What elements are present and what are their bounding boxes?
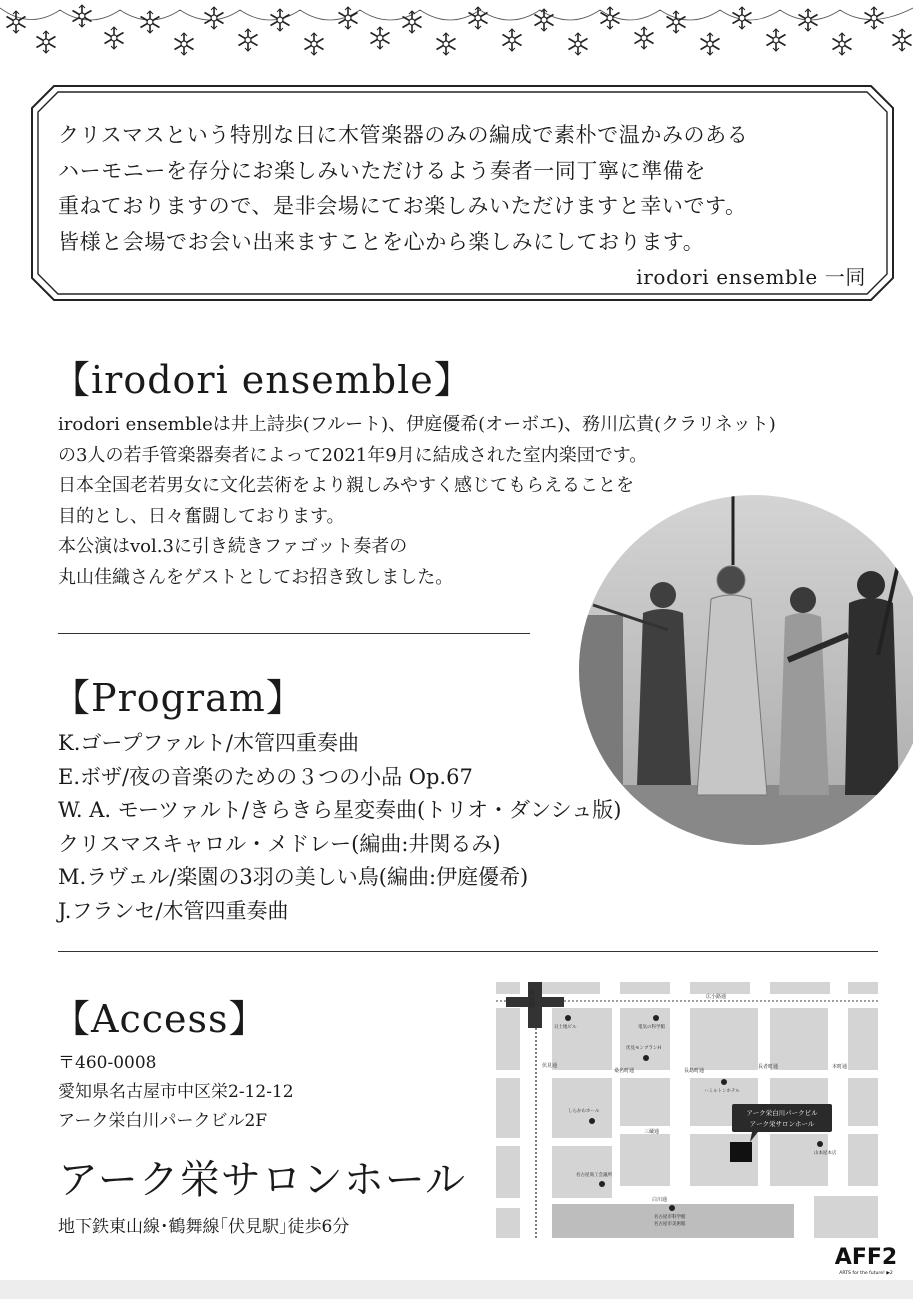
access-heading: 【Access】: [52, 997, 268, 1041]
landmark-label: 日土地ビル: [554, 1025, 577, 1030]
street-label: 三蔵通: [644, 1129, 660, 1135]
description-line: 本公演はvol.3に引き続きファゴット奏者の: [58, 536, 408, 558]
landmark-label: 名古屋市美術館: [654, 1222, 686, 1227]
section-divider: [58, 951, 878, 952]
message-signature: irodori ensemble 一同: [636, 265, 866, 289]
street-label: 伏見通: [542, 1063, 558, 1069]
venue-marker: [730, 1142, 752, 1162]
logo-tagline: ARTS for the future! ▶2: [839, 1271, 893, 1276]
snowflake-garland: [0, 0, 913, 70]
description-line: 丸山佳織さんをゲストとしてお招き致しました。: [58, 566, 454, 588]
venue-callout: アーク栄サロンホール: [749, 1120, 815, 1128]
program-item: E.ボザ/夜の音楽のための３つの小品 Op.67: [58, 764, 473, 789]
station-label: 伏見駅: [527, 990, 535, 1008]
street-label: 白川通: [652, 1197, 668, 1203]
program-item: クリスマスキャロル・メドレー(編曲:井関るみ): [58, 831, 501, 856]
landmark-label: しらかわホール: [568, 1109, 600, 1114]
street-label: 広小路通: [706, 994, 727, 1000]
message-line: 重ねておりますので、是非会場にてお楽しみいただけますと幸いです。: [58, 194, 747, 218]
greeting-message: [58, 118, 868, 289]
program-item: M.ラヴェル/楽園の3羽の美しい鳥(編曲:伊庭優希): [58, 865, 529, 890]
description-line: 日本全国老若男女に文化芸術をより親しみやすく感じてもらえることを: [58, 475, 634, 497]
program-item: K.ゴープファルト/木管四重奏曲: [58, 731, 359, 755]
street-label: 本町通: [832, 1064, 848, 1070]
program-heading: 【Program】: [52, 676, 305, 720]
street-label: 長島町通: [684, 1068, 705, 1074]
message-line: ハーモニーを存分にお楽しみいただけるよう奏者一同丁寧に準備を: [58, 158, 706, 183]
ensemble-heading: 【irodori ensemble】: [52, 358, 473, 402]
section-divider: [58, 633, 530, 634]
description-line: 目的とし、日々奮闘しております。: [58, 505, 345, 527]
program-item: W. A. モーツァルト/きらきら星変奏曲(トリオ・ダンシュ版): [58, 798, 622, 823]
aff2-logo: [826, 1240, 906, 1280]
access-map: [496, 982, 878, 1238]
description-line: irodori ensembleは井上詩歩(フルート)、伊庭優希(オーボエ)、務川広貴(クラリネット): [58, 414, 776, 435]
venue-callout: アーク栄白川パークビル: [746, 1109, 818, 1117]
station-directions: 地下鉄東山線･鶴舞線｢伏見駅｣徒歩6分: [58, 1217, 350, 1237]
address-line: アーク栄白川パークビル2F: [58, 1111, 268, 1131]
landmark-label: ハミルトンホテル: [704, 1089, 740, 1094]
logo-mark: AFF2: [834, 1245, 898, 1270]
street-label: 桑名町通: [614, 1068, 635, 1074]
landmark-label: 山本屋本店: [814, 1151, 837, 1156]
landmark-label: 伏見モンブランH: [626, 1046, 661, 1051]
postal-code: 〒460-0008: [58, 1053, 157, 1073]
venue-address: [58, 1049, 294, 1136]
landmark-label: 名古屋市科学館: [654, 1215, 686, 1220]
description-line: の3人の若手管楽器奏者によって2021年9月に結成された室内楽団です。: [58, 444, 648, 466]
program-item: J.フランセ/木管四重奏曲: [58, 898, 289, 923]
program-list: [58, 727, 621, 929]
message-line: クリスマスという特別な日に木管楽器のみの編成で素朴で温かみのある: [58, 123, 749, 147]
ensemble-description: [58, 410, 776, 594]
address-line: 愛知県名古屋市中区栄2-12-12: [58, 1082, 294, 1102]
message-line: 皆様と会場でお会い出来ますことを心から楽しみにしております。: [58, 229, 705, 254]
landmark-label: 電気の科学館: [638, 1025, 665, 1030]
street-label: 長者町通: [758, 1064, 779, 1070]
venue-name: アーク栄サロンホール: [58, 1157, 466, 1203]
landmark-label: 名古屋商工会議所: [576, 1173, 612, 1178]
